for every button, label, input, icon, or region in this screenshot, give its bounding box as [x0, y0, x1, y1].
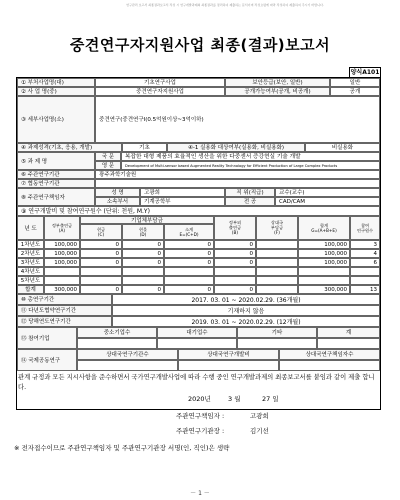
budget-gov: [44, 276, 80, 285]
budget-kind: 0: [122, 285, 164, 294]
budget-gov: 100,000: [44, 240, 80, 249]
companies-header-large: 대기업수: [157, 327, 237, 338]
budget-gov: 100,000: [44, 249, 80, 258]
pi-department-label: 소속부서: [95, 197, 140, 206]
intl-researchers-value: [279, 360, 380, 371]
field-label-security-level: 보안등급(보안, 일반): [225, 78, 330, 87]
date-year: 2020년: [188, 395, 211, 403]
budget-kind: 0: [122, 240, 164, 249]
budget-subtotal: 0: [164, 249, 214, 258]
intl-budget-value: [178, 360, 279, 371]
budget-cash: 0: [80, 285, 122, 294]
date-month: 3 월: [228, 395, 241, 403]
budget-people: [350, 276, 380, 285]
budget-year: 3차년도: [17, 258, 44, 267]
pi-major-label: 전 공: [225, 197, 275, 206]
intl-header-institutions: 상대국연구기관수: [77, 349, 178, 360]
pi-name-label: 성 명: [95, 188, 140, 197]
budget-people: 3: [350, 240, 380, 249]
budget-total: 100,000: [298, 258, 350, 267]
budget-year: 4차년도: [17, 267, 44, 276]
budget-local: 0: [214, 285, 256, 294]
budget-local: 0: [214, 249, 256, 258]
budget-cash: [80, 276, 122, 285]
budget-header-subtotal: 소계 E=(C+D): [164, 224, 214, 240]
companies-header-other: 기타: [237, 327, 317, 338]
intl-header-researchers: 상대국연구책임자수: [279, 349, 380, 360]
budget-subtotal: [164, 267, 214, 276]
field-label-international-research: ⑭ 국제공동연구: [17, 349, 77, 371]
field-label-ministry-program: ① 부처사업명(대): [17, 78, 95, 87]
date-day: 27 일: [262, 395, 279, 403]
budget-kind: [122, 267, 164, 276]
budget-header-total: 합계 G=(A+B+E): [298, 216, 350, 240]
budget-gov: 300,000: [44, 285, 80, 294]
budget-other: [256, 276, 298, 285]
task-name-korean: 복잡한 대형 제품의 효율적인 생산을 위한 다중센서 증강현실 기술 개발: [121, 152, 380, 161]
pi-name: 고광희: [140, 188, 225, 197]
budget-other: [256, 285, 298, 294]
field-value-commercialization: 비실용화: [305, 143, 380, 152]
pi-department: 기계공학부: [140, 197, 225, 206]
intl-header-budget: 상대국연구개발비: [178, 349, 279, 360]
budget-cash: 0: [80, 240, 122, 249]
pi-position-label: 직 위(직급): [225, 188, 275, 197]
electronic-submission-note: ※ 전자접수이므로 주관연구책임자 및 주관연구기관장 서명(인, 직인)은 생략: [14, 444, 230, 452]
budget-subtotal: 0: [164, 258, 214, 267]
budget-subtotal: 0: [164, 240, 214, 249]
budget-other: [256, 267, 298, 276]
submission-statement: 관계 규정과 모든 지시사항을 준수하면서 국가연구개발사업에 따라 수행 중인 연구개발과제의 최종보고서를 붙임과 같이 제출 합니다.: [18, 374, 375, 391]
budget-people: 6: [350, 258, 380, 267]
field-value-coop-institution: [95, 179, 380, 188]
budget-total: 300,000: [298, 285, 350, 294]
budget-local: [214, 267, 256, 276]
budget-year: 1차년도: [17, 240, 44, 249]
field-label-task-name: ⑤ 과 제 명: [17, 152, 95, 170]
budget-total: [298, 276, 350, 285]
page-title: 중견연구자지원사업 최종(결과)보고서: [69, 36, 331, 54]
field-label-sub-program: ③ 세부사업명(소): [17, 96, 95, 143]
budget-total: 100,000: [298, 240, 350, 249]
field-label-total-period: ⑩ 총연구기간: [17, 294, 112, 305]
task-name-english: Development of Multi-sensor based Augmented Reality Technology for Efficient Production of Large Complex Products: [121, 161, 380, 170]
budget-cash: [80, 267, 122, 276]
field-value-current-period: 2019. 03. 01 ~ 2020.02.29. (12개월): [112, 316, 380, 327]
budget-header-local: 정부외 출연금 (B): [214, 216, 256, 240]
pi-position: 교수(교수): [275, 188, 380, 197]
companies-sme-value: [77, 338, 157, 349]
budget-gov: 100,000: [44, 258, 80, 267]
budget-kind: [122, 276, 164, 285]
budget-header-other: 상대국 부담금 (F): [256, 216, 298, 240]
report-form: [16, 77, 381, 410]
budget-other: [256, 258, 298, 267]
task-name-english-label: 영 문: [95, 161, 121, 170]
budget-header-kind: 현물 (D): [122, 224, 164, 240]
field-label-host-institution: ⑥ 주관연구기관: [17, 170, 95, 179]
companies-total-value: [317, 338, 380, 349]
budget-other: [256, 249, 298, 258]
budget-subtotal: 0: [164, 285, 214, 294]
budget-cash: 0: [80, 258, 122, 267]
pi-signature-label: 주관연구책임자 :: [176, 412, 225, 420]
budget-header-firm: 기업체부담금: [80, 216, 214, 224]
budget-other: [256, 240, 298, 249]
budget-cash: 0: [80, 249, 122, 258]
top-note: 연구관리 보고서 최종결과보고서 작성 시 연구개발과제의 최종결과를 정리하여 제출하는 문서이며 작성요령에 따라 작성하여 제출하여 주시기 바랍니다.: [126, 3, 324, 7]
field-value-program: 중견연구자지원사업: [95, 87, 225, 96]
field-value-ministry-program: 기초연구사업: [95, 78, 225, 87]
budget-year: 5차년도: [17, 276, 44, 285]
field-label-participating-companies: ⑬ 참여기업: [17, 327, 77, 349]
field-value-task-type: 기초: [122, 143, 167, 152]
field-label-coop-institution: ⑦ 협동연구기관: [17, 179, 95, 188]
field-value-disclosure: 공개: [330, 87, 380, 96]
pi-major: CAD/CAM: [275, 197, 380, 206]
budget-local: 0: [214, 240, 256, 249]
budget-year: 2차년도: [17, 249, 44, 258]
budget-header-people: 참여 연구원수: [350, 216, 380, 240]
budget-year: 합계: [17, 285, 44, 294]
head-signature-label: 주관연구기관장 :: [176, 427, 225, 435]
budget-section-title: ⑨ 연구개발비 및 참여연구원수 (단위: 천원, M.Y): [17, 206, 380, 216]
budget-header-gov: 정부출연금 (A): [44, 216, 80, 240]
budget-subtotal: [164, 276, 214, 285]
field-value-host-institution: 광주과학기술원: [95, 170, 380, 179]
form-number-badge: 양식A101: [350, 69, 380, 76]
budget-kind: 0: [122, 258, 164, 267]
field-label-current-period: ⑫ 당해연도연구기간: [17, 316, 112, 327]
companies-header-total: 계: [317, 327, 380, 338]
budget-total: [298, 267, 350, 276]
field-label-multiyear-period: ⑪ 다년도협약연구기간: [17, 305, 112, 316]
budget-people: 13: [350, 285, 380, 294]
head-signature-name: 김기선: [250, 427, 269, 435]
field-value-total-period: 2017. 03. 01 ~ 2020.02.29. (36개월): [112, 294, 380, 305]
budget-gov: [44, 267, 80, 276]
field-label-principal-investigator: ⑧ 주관연구책임자: [17, 188, 95, 206]
companies-other-value: [237, 338, 317, 349]
companies-large-value: [157, 338, 237, 349]
task-name-korean-label: 국 문: [95, 152, 121, 161]
budget-total: 100,000: [298, 249, 350, 258]
budget-header-cash: 현금 (C): [80, 224, 122, 240]
companies-header-sme: 중소기업수: [77, 327, 157, 338]
field-label-disclosure: 공개가능여부(공개, 비공개): [225, 87, 330, 96]
field-value-security-level: 일반: [330, 78, 380, 87]
field-label-task-type: ④ 과제성격(기초, 응용, 개발): [17, 143, 122, 152]
pi-signature-name: 고광희: [250, 412, 269, 420]
field-label-program: ② 사 업 명(중): [17, 87, 95, 96]
budget-kind: 0: [122, 249, 164, 258]
field-value-multiyear-period: 기재하지 않음: [112, 305, 380, 316]
budget-header-year: 년 도: [17, 216, 44, 240]
field-label-commercialization: ④-1 실용화 대상여부(실용화, 비실용화): [167, 143, 305, 152]
field-value-sub-program: 중견연구(중견연구I(0.5억원이상~3억이하): [95, 96, 380, 143]
page-number: － 1 －: [190, 490, 210, 497]
budget-people: [350, 267, 380, 276]
intl-institutions-value: [77, 360, 178, 371]
budget-people: 4: [350, 249, 380, 258]
budget-local: [214, 276, 256, 285]
budget-local: 0: [214, 258, 256, 267]
